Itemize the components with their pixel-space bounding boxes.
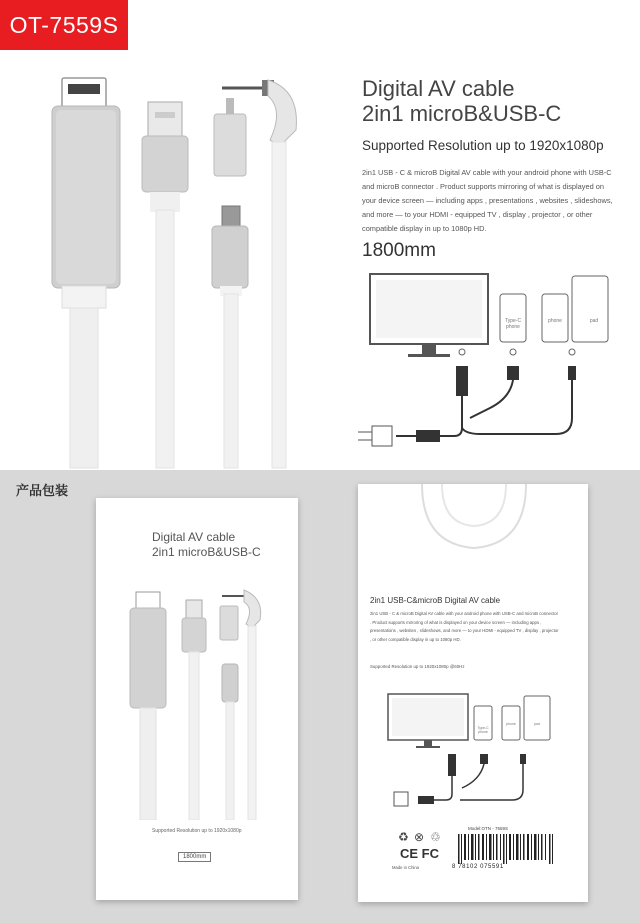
microb-connector: [212, 226, 248, 288]
barcode-number: 8 78102 075591: [452, 864, 504, 870]
product-title: [362, 76, 561, 126]
package-back-resolution: Supported Resolution up to 1920x1080p @60Hz: [370, 664, 465, 669]
usb-connector-body: [142, 136, 188, 192]
pad-label: pad: [589, 318, 599, 324]
resolution-text: Supported Resolution up to 1920x1080p: [362, 138, 604, 153]
hdmi-plug-icon: [456, 366, 468, 396]
cable-product-image: [0, 50, 340, 470]
type-c-phone-label: Type-C phone: [504, 318, 522, 330]
phone-label: phone: [548, 318, 562, 324]
connection-diagram: [350, 268, 630, 458]
made-in-text: Made in China: [392, 865, 420, 870]
microb-cable: [224, 294, 238, 468]
package-phone-label: phone: [506, 722, 516, 726]
package-front-title-line2: 2in1 microB&USB-C: [152, 545, 261, 559]
type-c-adapter: [214, 114, 246, 176]
package-back-description: 2in1 USB - C & microB Digital AV cable with your android phone with USB-C and microB connector . Product supports mirroring of what is displayed on your device screen — including apps , presentations , websites , slideshows, and more — to your HDMI - equipped TV , display , projector , or other compatible display in up to 1080p HD.: [370, 611, 559, 642]
product-description: 2in1 USB - C & microB Digital AV cable with your android phone with USB-C and microB connector . Product supports mirroring of what is displayed on your device screen — including apps , presentations , websites , slideshows, and more — to your HDMI - equipped TV , display , projector , or other compatible display in up to 1080p HD.: [362, 168, 613, 233]
package-back-title: 2in1 USB-C&microB Digital AV cable: [370, 596, 501, 605]
product-title-line2: 2in1 microB&USB-C: [362, 101, 562, 126]
hdmi-cable: [70, 308, 98, 468]
usb-cable: [156, 210, 174, 468]
package-back-diagram: [368, 690, 582, 810]
package-front-cable-image: [118, 580, 278, 820]
model-badge: OT-7559S: [0, 0, 128, 50]
package-front-resolution: Supported Resolution up to 1920x1080p: [152, 828, 242, 834]
audio-jack-plug: [268, 80, 296, 146]
model-number: Model:OTN - 7559S: [468, 826, 509, 831]
usb-connector-tip: [148, 102, 182, 138]
package-hang-tab: [412, 484, 536, 564]
power-adapter-icon: [372, 426, 392, 446]
package-type-c-phone-label: Type-C phone: [477, 726, 489, 734]
packaging-label: 产品包装: [16, 483, 69, 498]
audio-cable: [272, 142, 286, 468]
certification-logos: CE FC: [400, 846, 439, 861]
trash-icon: ♲: [430, 830, 441, 844]
recycle-icon: ♻: [398, 830, 409, 844]
package-pad-label: pad: [534, 722, 540, 726]
package-front-title-line1: Digital AV cable: [152, 530, 236, 544]
package-front-length: 1800mm: [178, 852, 211, 862]
product-title-line1: Digital AV cable: [362, 76, 515, 101]
package-front-title: [152, 530, 261, 560]
pad-icon: [572, 276, 608, 342]
no-dispose-icon: ⊗: [414, 830, 425, 844]
barcode: [456, 834, 556, 864]
usb-plug-icon: [416, 430, 440, 442]
cable-length: 1800mm: [362, 240, 436, 261]
